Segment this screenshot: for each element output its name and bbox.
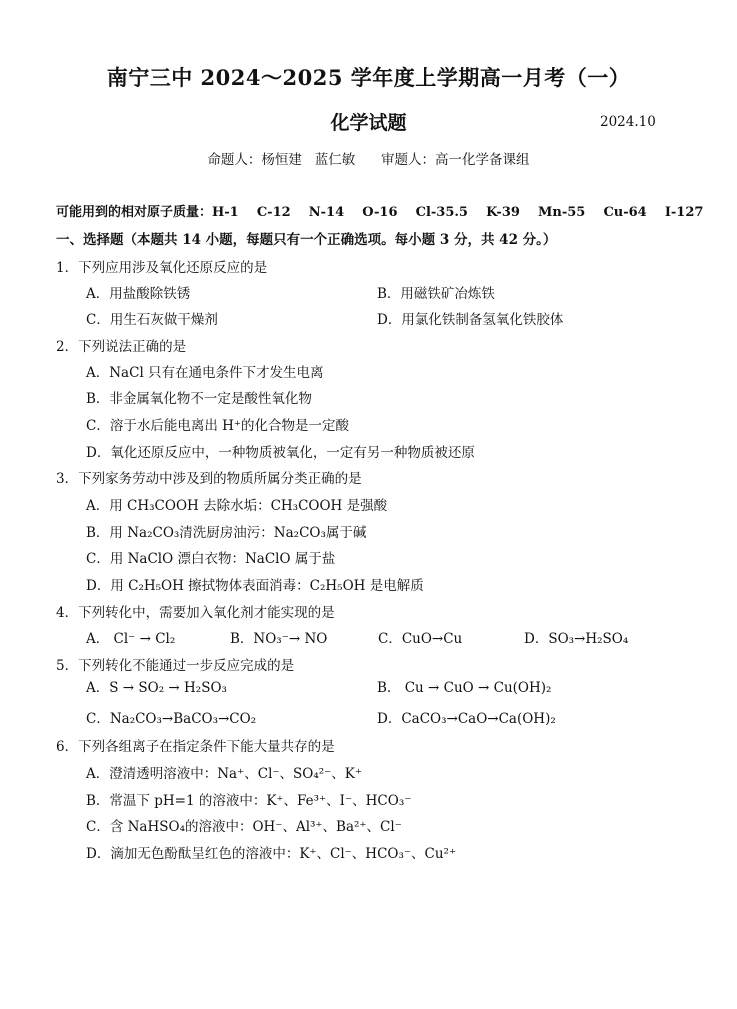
- question-4-option-b: B．NO₃⁻→ NO: [230, 631, 328, 647]
- question-4-option-a: A． Cl⁻ → Cl₂: [86, 631, 176, 647]
- exam-title: 南宁三中 2024～2025 学年度上学期高一月考（一）: [106, 65, 631, 90]
- question-3-option-d: D．用 C₂H₅OH 擦拭物体表面消毒：C₂H₅OH 是电解质: [86, 578, 424, 594]
- question-2-stem: 2．下列说法正确的是: [56, 339, 187, 355]
- exam-date: 2024.10: [600, 114, 656, 130]
- question-6-option-b: B．常温下 pH=1 的溶液中：K⁺、Fe³⁺、I⁻、HCO₃⁻: [86, 793, 412, 809]
- question-3-option-b: B．用 Na₂CO₃清洗厨房油污：Na₂CO₃属于碱: [86, 525, 367, 541]
- question-6-option-a: A．澄清透明溶液中：Na⁺、Cl⁻、SO₄²⁻、K⁺: [86, 766, 362, 782]
- question-2-option-a: A．NaCl 只有在通电条件下才发生电离: [86, 365, 324, 381]
- question-5-stem: 5．下列转化不能通过一步反应完成的是: [56, 658, 295, 674]
- question-1-stem: 1．下列应用涉及氧化还原反应的是: [56, 260, 268, 276]
- question-5-option-b: B． Cu → CuO → Cu(OH)₂: [377, 680, 552, 696]
- question-5-option-d: D．CaCO₃→CaO→Ca(OH)₂: [377, 711, 556, 727]
- question-1-option-a: A．用盐酸除铁锈: [86, 286, 191, 302]
- question-4-option-c: C．CuO→Cu: [378, 631, 463, 647]
- question-6-option-d: D．滴加无色酚酞呈红色的溶液中：K⁺、Cl⁻、HCO₃⁻、Cu²⁺: [86, 846, 457, 862]
- question-2-option-c: C．溶于水后能电离出 H⁺的化合物是一定酸: [86, 418, 350, 434]
- authors-line: 命题人：杨恒建 蓝仁敏 审题人：高一化学备课组: [207, 152, 530, 168]
- question-6-stem: 6．下列各组离子在指定条件下能大量共存的是: [56, 739, 335, 755]
- question-2-option-d: D．氧化还原反应中，一种物质被氧化，一定有另一种物质被还原: [86, 445, 475, 461]
- question-5-option-a: A．S → SO₂ → H₂SO₃: [86, 680, 227, 696]
- question-4-option-d: D．SO₃→H₂SO₄: [524, 631, 629, 647]
- question-2-option-b: B．非金属氧化物不一定是酸性氧化物: [86, 391, 312, 407]
- question-1-option-d: D．用氯化铁制备氢氧化铁胶体: [377, 312, 564, 328]
- question-3-option-c: C．用 NaClO 漂白衣物：NaClO 属于盐: [86, 551, 336, 567]
- section-title: 一、选择题（本题共 14 小题，每题只有一个正确选项。每小题 3 分，共 42 分。）: [56, 232, 557, 248]
- question-6-option-c: C．含 NaHSO₄的溶液中：OH⁻、Al³⁺、Ba²⁺、Cl⁻: [86, 819, 402, 835]
- question-1-option-c: C．用生石灰做干燥剂: [86, 312, 218, 328]
- question-3-stem: 3．下列家务劳动中涉及到的物质所属分类正确的是: [56, 471, 362, 487]
- question-1-option-b: B．用磁铁矿冶炼铁: [377, 286, 495, 302]
- atomic-masses-line: 可能用到的相对原子质量：H-1 C-12 N-14 O-16 Cl-35.5 K-39 Mn-55 Cu-64 I-127: [56, 205, 704, 220]
- question-5-option-c: C．Na₂CO₃→BaCO₃→CO₂: [86, 711, 257, 727]
- subject-title: 化学试题: [330, 112, 407, 134]
- question-4-stem: 4．下列转化中，需要加入氧化剂才能实现的是: [56, 605, 335, 621]
- question-3-option-a: A．用 CH₃COOH 去除水垢：CH₃COOH 是强酸: [86, 498, 388, 514]
